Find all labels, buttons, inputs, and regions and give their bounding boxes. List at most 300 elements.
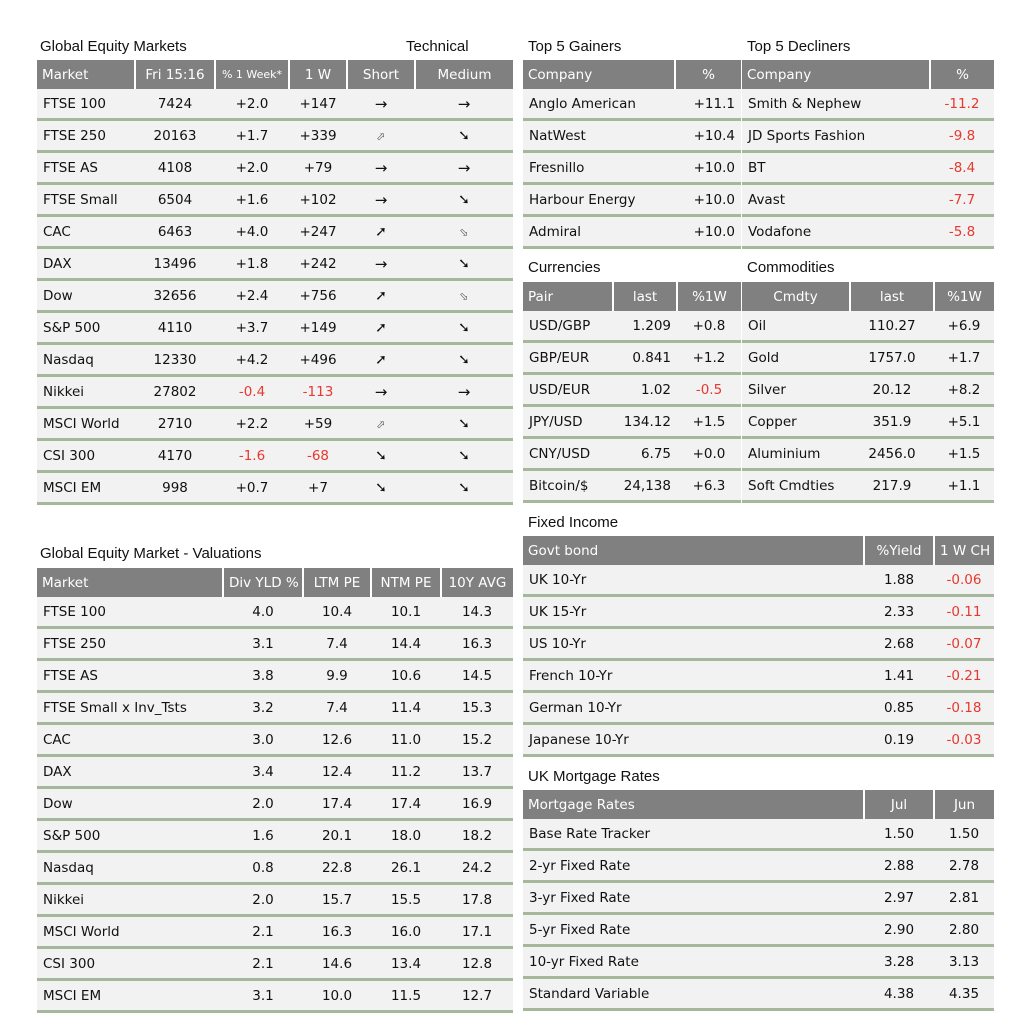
table-row — [523, 311, 741, 342]
table-row — [742, 216, 994, 248]
table-row — [742, 184, 994, 216]
ten-year-avg: 12.8 — [441, 948, 513, 980]
table-row — [37, 120, 513, 152]
col-header-mortgage-rates: Mortgage Rates — [523, 790, 864, 819]
market-name: MSCI EM — [37, 980, 223, 1012]
market-level: 6463 — [135, 216, 215, 248]
arrow-down-right-icon: ➘ — [458, 351, 470, 368]
market-name: FTSE Small x Inv_Tsts — [37, 692, 223, 724]
col-header-medium: Medium — [415, 60, 513, 89]
last-value: 134.12 — [613, 406, 677, 438]
trend-short — [347, 152, 415, 184]
pct-1-week: +1.7 — [215, 120, 289, 152]
table-row — [37, 724, 513, 756]
table-row — [37, 408, 513, 440]
market-level: 32656 — [135, 280, 215, 312]
ltm-pe: 10.0 — [303, 980, 371, 1012]
div-yield: 1.6 — [223, 820, 303, 852]
points-1-week: +147 — [289, 89, 347, 120]
rate-jun: 2.78 — [934, 850, 994, 882]
pct-1w: -0.5 — [677, 374, 741, 406]
yield: 1.88 — [864, 565, 934, 596]
gainers-table-wrap — [523, 60, 741, 249]
arrow-up-right-icon: ➚ — [375, 223, 387, 240]
pct-1-week: +4.2 — [215, 344, 289, 376]
market-name: S&P 500 — [37, 820, 223, 852]
trend-medium — [415, 184, 513, 216]
change-1w: -0.07 — [934, 628, 994, 660]
trend-medium — [415, 280, 513, 312]
market-name: FTSE 250 — [37, 628, 223, 660]
decliners-table — [742, 60, 994, 249]
gainers-table — [523, 60, 741, 249]
pct-1-week: +2.0 — [215, 152, 289, 184]
table-row — [742, 470, 994, 502]
ntm-pe: 18.0 — [371, 820, 441, 852]
arrow-up-right-icon: ➚ — [375, 287, 387, 304]
market-level: 2710 — [135, 408, 215, 440]
col-header-pct: % — [930, 60, 994, 89]
trend-short — [347, 89, 415, 120]
mortgage-type: 2-yr Fixed Rate — [523, 850, 864, 882]
table-row — [742, 374, 994, 406]
commodity-name: Oil — [742, 311, 850, 342]
col-header-last: last — [613, 282, 677, 311]
table-row — [523, 216, 741, 248]
table-row — [523, 978, 994, 1010]
points-1-week: +247 — [289, 216, 347, 248]
div-yield: 3.8 — [223, 660, 303, 692]
ltm-pe: 12.4 — [303, 756, 371, 788]
table-row — [37, 820, 513, 852]
ntm-pe: 10.1 — [371, 597, 441, 628]
rate-jul: 2.97 — [864, 882, 934, 914]
change-1w: -0.03 — [934, 724, 994, 756]
last-value: 1757.0 — [850, 342, 934, 374]
rate-jun: 3.13 — [934, 946, 994, 978]
col-header-jun: Jun — [934, 790, 994, 819]
col-header-time: Fri 15:16 — [135, 60, 215, 89]
arrow-down-right-icon: ➘ — [458, 191, 470, 208]
trend-short — [347, 248, 415, 280]
ten-year-avg: 24.2 — [441, 852, 513, 884]
arrow-up-right-icon: ➚ — [375, 319, 387, 336]
commodities-title: Commodities — [747, 259, 835, 276]
points-1-week: +59 — [289, 408, 347, 440]
trend-short — [347, 184, 415, 216]
table-row — [523, 184, 741, 216]
col-header-1w-ch: 1 W CH — [934, 536, 994, 565]
market-name: Nasdaq — [37, 852, 223, 884]
table-row — [37, 89, 513, 120]
table-row — [523, 628, 994, 660]
bond-name: French 10-Yr — [523, 660, 864, 692]
rate-jul: 3.28 — [864, 946, 934, 978]
currency-pair: Bitcoin/$ — [523, 470, 613, 502]
pct-1w: +1.5 — [934, 438, 994, 470]
pct-change: -11.2 — [930, 89, 994, 120]
div-yield: 3.4 — [223, 756, 303, 788]
yield: 2.68 — [864, 628, 934, 660]
ntm-pe: 14.4 — [371, 628, 441, 660]
trend-medium — [415, 376, 513, 408]
div-yield: 2.1 — [223, 916, 303, 948]
mortgage-table-wrap — [523, 790, 994, 1011]
table-row — [37, 756, 513, 788]
market-name: CSI 300 — [37, 948, 223, 980]
points-1-week: +756 — [289, 280, 347, 312]
table-row — [37, 597, 513, 628]
rate-jun: 2.80 — [934, 914, 994, 946]
ntm-pe: 13.4 — [371, 948, 441, 980]
market-name: DAX — [37, 248, 135, 280]
arrow-right-icon: → — [374, 94, 388, 113]
table-row — [523, 692, 994, 724]
col-header-ltm-pe: LTM PE — [303, 568, 371, 597]
table-row — [523, 660, 994, 692]
table-row — [523, 882, 994, 914]
pct-1-week: +3.7 — [215, 312, 289, 344]
ltm-pe: 22.8 — [303, 852, 371, 884]
ntm-pe: 11.0 — [371, 724, 441, 756]
div-yield: 3.0 — [223, 724, 303, 756]
last-value: 24,138 — [613, 470, 677, 502]
market-name: FTSE 100 — [37, 597, 223, 628]
currencies-table — [523, 282, 741, 503]
valuations-title: Global Equity Market - Valuations — [40, 545, 262, 562]
table-row — [523, 438, 741, 470]
currencies-title: Currencies — [528, 259, 601, 276]
fixed-income-title: Fixed Income — [528, 514, 619, 531]
table-row — [37, 472, 513, 504]
rate-jul: 2.88 — [864, 850, 934, 882]
valuations-table-wrap — [37, 568, 513, 1013]
pct-1w: +0.0 — [677, 438, 741, 470]
mortgage-type: 5-yr Fixed Rate — [523, 914, 864, 946]
market-level: 6504 — [135, 184, 215, 216]
trend-medium — [415, 152, 513, 184]
last-value: 217.9 — [850, 470, 934, 502]
market-level: 4108 — [135, 152, 215, 184]
trend-short — [347, 376, 415, 408]
rate-jun: 2.81 — [934, 882, 994, 914]
pct-change: -9.8 — [930, 120, 994, 152]
points-1-week: +242 — [289, 248, 347, 280]
last-value: 2456.0 — [850, 438, 934, 470]
arrow-down-right-icon: ➘ — [458, 479, 470, 496]
change-1w: -0.06 — [934, 565, 994, 596]
col-header-market: Market — [37, 568, 223, 597]
trend-medium — [415, 312, 513, 344]
pct-1w: +6.3 — [677, 470, 741, 502]
trend-short — [347, 344, 415, 376]
pct-change: +10.0 — [675, 216, 741, 248]
ten-year-avg: 14.5 — [441, 660, 513, 692]
table-row — [523, 470, 741, 502]
trend-medium — [415, 248, 513, 280]
col-header-ntm-pe: NTM PE — [371, 568, 441, 597]
ltm-pe: 14.6 — [303, 948, 371, 980]
company-name: Anglo American — [523, 89, 675, 120]
ltm-pe: 16.3 — [303, 916, 371, 948]
table-row — [37, 692, 513, 724]
div-yield: 0.8 — [223, 852, 303, 884]
market-name: FTSE 100 — [37, 89, 135, 120]
rate-jul: 1.50 — [864, 819, 934, 850]
arrow-up-right-outline-icon: ⬀ — [376, 417, 386, 431]
table-row — [742, 406, 994, 438]
ntm-pe: 17.4 — [371, 788, 441, 820]
arrow-right-icon: → — [374, 254, 388, 273]
table-row — [37, 948, 513, 980]
table-row — [742, 311, 994, 342]
last-value: 351.9 — [850, 406, 934, 438]
col-header-pct: % — [675, 60, 741, 89]
div-yield: 3.1 — [223, 980, 303, 1012]
div-yield: 2.0 — [223, 788, 303, 820]
trend-medium — [415, 440, 513, 472]
table-row — [37, 980, 513, 1012]
company-name: JD Sports Fashion — [742, 120, 930, 152]
market-level: 12330 — [135, 344, 215, 376]
commodity-name: Silver — [742, 374, 850, 406]
pct-change: -7.7 — [930, 184, 994, 216]
market-name: MSCI World — [37, 408, 135, 440]
ltm-pe: 7.4 — [303, 628, 371, 660]
col-header-pct-week: % 1 Week* — [215, 60, 289, 89]
bond-name: Japanese 10-Yr — [523, 724, 864, 756]
ltm-pe: 17.4 — [303, 788, 371, 820]
div-yield: 2.0 — [223, 884, 303, 916]
market-level: 13496 — [135, 248, 215, 280]
mortgage-type: Base Rate Tracker — [523, 819, 864, 850]
col-header-market: Market — [37, 60, 135, 89]
commodities-table — [742, 282, 994, 503]
market-name: Dow — [37, 280, 135, 312]
ntm-pe: 11.2 — [371, 756, 441, 788]
trend-medium — [415, 472, 513, 504]
table-row — [523, 374, 741, 406]
change-1w: -0.11 — [934, 596, 994, 628]
arrow-right-icon: → — [457, 158, 471, 177]
change-1w: -0.18 — [934, 692, 994, 724]
ltm-pe: 12.6 — [303, 724, 371, 756]
pct-1w: +1.2 — [677, 342, 741, 374]
market-name: MSCI EM — [37, 472, 135, 504]
table-row — [37, 376, 513, 408]
div-yield: 2.1 — [223, 948, 303, 980]
bond-name: UK 15-Yr — [523, 596, 864, 628]
table-row — [37, 628, 513, 660]
pct-change: -8.4 — [930, 152, 994, 184]
arrow-down-right-icon: ➘ — [458, 127, 470, 144]
points-1-week: +149 — [289, 312, 347, 344]
market-name: S&P 500 — [37, 312, 135, 344]
decliners-table-wrap — [742, 60, 994, 249]
arrow-right-icon: → — [374, 382, 388, 401]
table-row — [523, 850, 994, 882]
pct-1-week: +1.6 — [215, 184, 289, 216]
pct-change: -5.8 — [930, 216, 994, 248]
ltm-pe: 10.4 — [303, 597, 371, 628]
company-name: BT — [742, 152, 930, 184]
pct-1-week: +4.0 — [215, 216, 289, 248]
mortgage-title: UK Mortgage Rates — [528, 768, 660, 785]
points-1-week: +496 — [289, 344, 347, 376]
div-yield: 3.1 — [223, 628, 303, 660]
table-row — [742, 152, 994, 184]
ten-year-avg: 18.2 — [441, 820, 513, 852]
rate-jun: 4.35 — [934, 978, 994, 1010]
trend-short — [347, 312, 415, 344]
arrow-right-icon: → — [457, 94, 471, 113]
pct-1-week: +0.7 — [215, 472, 289, 504]
market-name: DAX — [37, 756, 223, 788]
col-header-govt-bond: Govt bond — [523, 536, 864, 565]
last-value: 0.841 — [613, 342, 677, 374]
currencies-table-wrap — [523, 282, 741, 503]
company-name: Harbour Energy — [523, 184, 675, 216]
col-header-div-yld: Div YLD % — [223, 568, 303, 597]
table-row — [37, 312, 513, 344]
pct-1-week: +2.2 — [215, 408, 289, 440]
rate-jul: 2.90 — [864, 914, 934, 946]
arrow-down-right-icon: ➘ — [375, 447, 387, 464]
last-value: 1.02 — [613, 374, 677, 406]
rate-jul: 4.38 — [864, 978, 934, 1010]
arrow-down-right-icon: ➘ — [458, 447, 470, 464]
points-1-week: -68 — [289, 440, 347, 472]
table-row — [523, 724, 994, 756]
ten-year-avg: 15.2 — [441, 724, 513, 756]
pct-1-week: +1.8 — [215, 248, 289, 280]
pct-1-week: +2.4 — [215, 280, 289, 312]
ten-year-avg: 12.7 — [441, 980, 513, 1012]
arrow-up-right-icon: ➚ — [375, 351, 387, 368]
table-row — [523, 819, 994, 850]
market-name: CSI 300 — [37, 440, 135, 472]
div-yield: 4.0 — [223, 597, 303, 628]
pct-1w: +6.9 — [934, 311, 994, 342]
pct-change: +11.1 — [675, 89, 741, 120]
trend-short — [347, 216, 415, 248]
currency-pair: CNY/USD — [523, 438, 613, 470]
col-header-cmdty: Cmdty — [742, 282, 850, 311]
ten-year-avg: 14.3 — [441, 597, 513, 628]
arrow-right-icon: → — [374, 190, 388, 209]
trend-short — [347, 120, 415, 152]
commodities-table-wrap — [742, 282, 994, 503]
table-row — [37, 152, 513, 184]
market-name: CAC — [37, 724, 223, 756]
rate-jun: 1.50 — [934, 819, 994, 850]
pct-1-week: -1.6 — [215, 440, 289, 472]
market-name: FTSE AS — [37, 152, 135, 184]
table-row — [523, 946, 994, 978]
arrow-down-right-icon: ➘ — [375, 479, 387, 496]
col-header-pct-1w: %1W — [677, 282, 741, 311]
yield: 0.85 — [864, 692, 934, 724]
pct-1w: +8.2 — [934, 374, 994, 406]
yield: 1.41 — [864, 660, 934, 692]
table-row — [523, 406, 741, 438]
table-row — [37, 344, 513, 376]
table-row — [523, 914, 994, 946]
ten-year-avg: 16.3 — [441, 628, 513, 660]
currency-pair: JPY/USD — [523, 406, 613, 438]
mortgage-type: 3-yr Fixed Rate — [523, 882, 864, 914]
mortgage-table — [523, 790, 994, 1011]
commodity-name: Gold — [742, 342, 850, 374]
last-value: 110.27 — [850, 311, 934, 342]
col-header-10y-avg: 10Y AVG — [441, 568, 513, 597]
pct-1-week: +2.0 — [215, 89, 289, 120]
ltm-pe: 9.9 — [303, 660, 371, 692]
points-1-week: +79 — [289, 152, 347, 184]
col-header-pct-1w: %1W — [934, 282, 994, 311]
col-header-1w: 1 W — [289, 60, 347, 89]
market-name: FTSE Small — [37, 184, 135, 216]
currency-pair: USD/EUR — [523, 374, 613, 406]
gainers-title: Top 5 Gainers — [528, 38, 622, 55]
pct-change: +10.0 — [675, 152, 741, 184]
last-value: 1.209 — [613, 311, 677, 342]
points-1-week: -113 — [289, 376, 347, 408]
fixed-income-table-wrap — [523, 536, 994, 757]
equity-title: Global Equity Markets — [40, 38, 187, 55]
market-level: 998 — [135, 472, 215, 504]
arrow-down-right-icon: ➘ — [458, 319, 470, 336]
col-header-last: last — [850, 282, 934, 311]
company-name: Fresnillo — [523, 152, 675, 184]
trend-medium — [415, 89, 513, 120]
commodity-name: Aluminium — [742, 438, 850, 470]
company-name: Admiral — [523, 216, 675, 248]
trend-short — [347, 440, 415, 472]
market-name: FTSE AS — [37, 660, 223, 692]
arrow-down-right-icon: ➘ — [458, 255, 470, 272]
currency-pair: GBP/EUR — [523, 342, 613, 374]
col-header-pair: Pair — [523, 282, 613, 311]
table-row — [37, 852, 513, 884]
commodity-name: Copper — [742, 406, 850, 438]
mortgage-type: 10-yr Fixed Rate — [523, 946, 864, 978]
ten-year-avg: 16.9 — [441, 788, 513, 820]
pct-change: +10.0 — [675, 184, 741, 216]
table-row — [37, 660, 513, 692]
table-row — [37, 884, 513, 916]
col-header-company: Company — [523, 60, 675, 89]
col-header-jul: Jul — [864, 790, 934, 819]
ltm-pe: 7.4 — [303, 692, 371, 724]
trend-short — [347, 408, 415, 440]
table-row — [37, 280, 513, 312]
valuations-table — [37, 568, 513, 1013]
arrow-down-right-icon: ➘ — [458, 415, 470, 432]
div-yield: 3.2 — [223, 692, 303, 724]
market-name: FTSE 250 — [37, 120, 135, 152]
arrow-right-icon: → — [374, 158, 388, 177]
trend-short — [347, 280, 415, 312]
trend-medium — [415, 344, 513, 376]
ten-year-avg: 17.1 — [441, 916, 513, 948]
last-value: 6.75 — [613, 438, 677, 470]
pct-1w: +1.5 — [677, 406, 741, 438]
table-row — [37, 788, 513, 820]
change-1w: -0.21 — [934, 660, 994, 692]
table-row — [523, 565, 994, 596]
bond-name: German 10-Yr — [523, 692, 864, 724]
